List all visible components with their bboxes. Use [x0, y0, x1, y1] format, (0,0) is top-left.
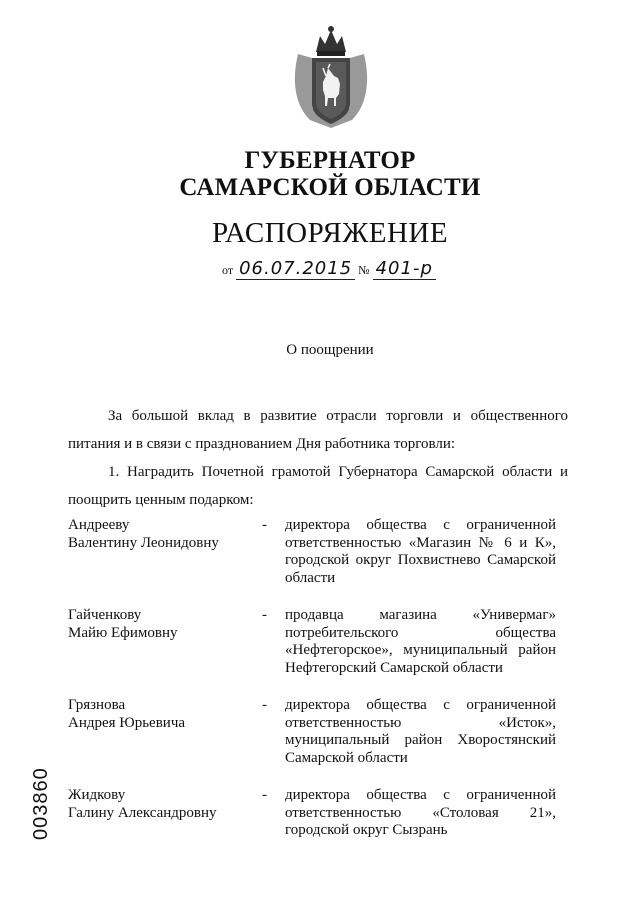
awardee-description: продавца магазина «Универмаг» потребительского общества «Нефтегорское», муниципальный район Нефтегорский Самарской области	[285, 607, 556, 676]
awardee-name	[68, 787, 248, 822]
awardee-dash: -	[262, 517, 267, 533]
registration-stamp-number	[22, 767, 62, 842]
date-number-line	[222, 258, 436, 279]
awardee-name	[68, 607, 248, 642]
document-subject: О поощрении	[286, 342, 374, 358]
awardee-description: директора общества с ограниченной ответственностью «Столовая 21», городской округ Сызрань	[285, 787, 556, 838]
awardee-surname: Андрееву	[68, 517, 130, 533]
awardee-given-names: Валентину Леонидовну	[68, 534, 219, 551]
awardee-description: директора общества с ограниченной ответственностью «Магазин № 6 и К», городской округ Похвистнево Самарской области	[285, 517, 556, 586]
awardee-given-names: Галину Александровну	[68, 804, 217, 821]
stamp-number-text: 003860	[30, 767, 52, 840]
awardee-dash: -	[262, 607, 267, 623]
awardee-given-names: Майю Ефимовну	[68, 624, 178, 641]
title-samara-region: САМАРСКОЙ ОБЛАСТИ	[179, 174, 481, 201]
date-prefix: от	[222, 263, 234, 277]
awardee-dash: -	[262, 787, 267, 803]
title-governor: ГУБЕРНАТОР	[244, 147, 416, 174]
awardee-surname: Гайченкову	[68, 607, 142, 623]
awardee-given-names: Андрея Юрьевича	[68, 714, 186, 731]
handwritten-date: 06.07.2015	[236, 258, 355, 280]
number-prefix: №	[358, 263, 370, 277]
coat-of-arms-emblem	[290, 24, 372, 130]
intro-paragraph: За большой вклад в развитие отрасли торговли и общественного питания и в связи с празднованием Дня работника торговли:	[68, 408, 568, 452]
awardee-description: директора общества с ограниченной ответственностью «Исток», муниципальный район Хворостянский Самарской области	[285, 697, 556, 766]
awardee-name	[68, 697, 248, 732]
item-1-paragraph: 1. Наградить Почетной грамотой Губернатора Самарской области и поощрить ценным подарком:	[68, 464, 568, 508]
awardee-name	[68, 517, 248, 552]
document-type-heading: РАСПОРЯЖЕНИЕ	[211, 217, 449, 249]
handwritten-number: 401-р	[373, 258, 436, 280]
awardee-dash: -	[262, 697, 267, 713]
awardee-surname: Жидкову	[68, 787, 126, 803]
awardee-surname: Грязнова	[68, 697, 126, 713]
